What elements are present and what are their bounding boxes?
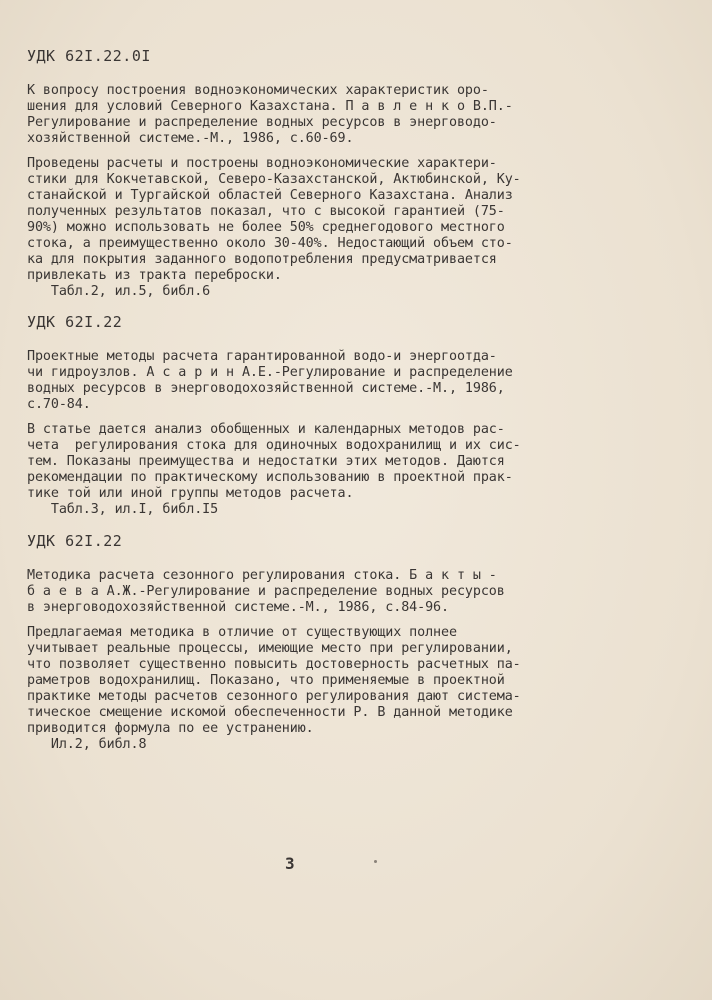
references-count: Ил.2, библ.8 xyxy=(27,737,147,752)
udc-code: УДК 62I.22.0I xyxy=(27,47,151,65)
page-number: 3 xyxy=(285,854,295,873)
citation: К вопросу построения водноэкономических характеристик оро- шения для условий Северного Казахстана. П а в л е н к о В.П.- Регулирование и распределение водных ресурсов в энерговодо- хозяйственной системе.-М., 1986, с.60-69. xyxy=(27,83,513,146)
abstract-entry xyxy=(27,532,627,753)
citation: Методика расчета сезонного регулирования стока. Б а к т ы - б а е в а А.Ж.-Регулирование и распределение водных ресурсов в энерговодохозяйственной системе.-М., 1986, с.84-96. xyxy=(27,568,505,615)
abstract-text: Проведены расчеты и построены водноэкономические характери- стики для Кокчетавской, Северо-Казахстанской, Актюбинской, Ку- станайской и Тургайской областей Северного Казахстана. Анализ полученных результатов показал, что с высокой гарантией (75- 90%) можно использовать не более 50% среднегодового местного стока, а преимущественно около 30-40%. Недостающий объем сто- ка для покрытия заданного водопотребления предусматривается привлекать из тракта переброски. xyxy=(27,156,521,283)
abstract-text: Предлагаемая методика в отличие от существующих полнее учитывает реальные процессы, имеющие место при регулировании, что позволяет существенно повысить достоверность расчетных па- раметров водохранилищ. Показано, что применяемые в проектной практике методы расчетов сезонного регулирования дают система- тическое смещение искомой обеспеченности Р. В данной методике приводится формула по ее устранению. xyxy=(27,625,521,736)
paper-speck xyxy=(374,860,377,863)
abstract-entry xyxy=(27,47,627,300)
udc-code: УДК 62I.22 xyxy=(27,313,123,331)
citation: Проектные методы расчета гарантированной водо-и энергоотда- чи гидроузлов. А с а р и н А.Е.-Регулирование и распределение водных ресурсов в энерговодохозяйственной системе.-М., 1986, с.70-84. xyxy=(27,349,513,412)
references-count: Табл.3, ил.I, библ.I5 xyxy=(27,502,219,517)
abstract-text: В статье дается анализ обобщенных и календарных методов рас- чета регулирования стока для одиночных водохранилищ и их сис- тем. Показаны преимущества и недостатки этих методов. Даются рекомендации по практическому использованию в проектной прак- тике той или иной группы методов расчета. xyxy=(27,422,521,501)
udc-code: УДК 62I.22 xyxy=(27,532,123,550)
references-count: Табл.2, ил.5, библ.6 xyxy=(27,284,211,299)
abstract-entry xyxy=(27,313,627,518)
